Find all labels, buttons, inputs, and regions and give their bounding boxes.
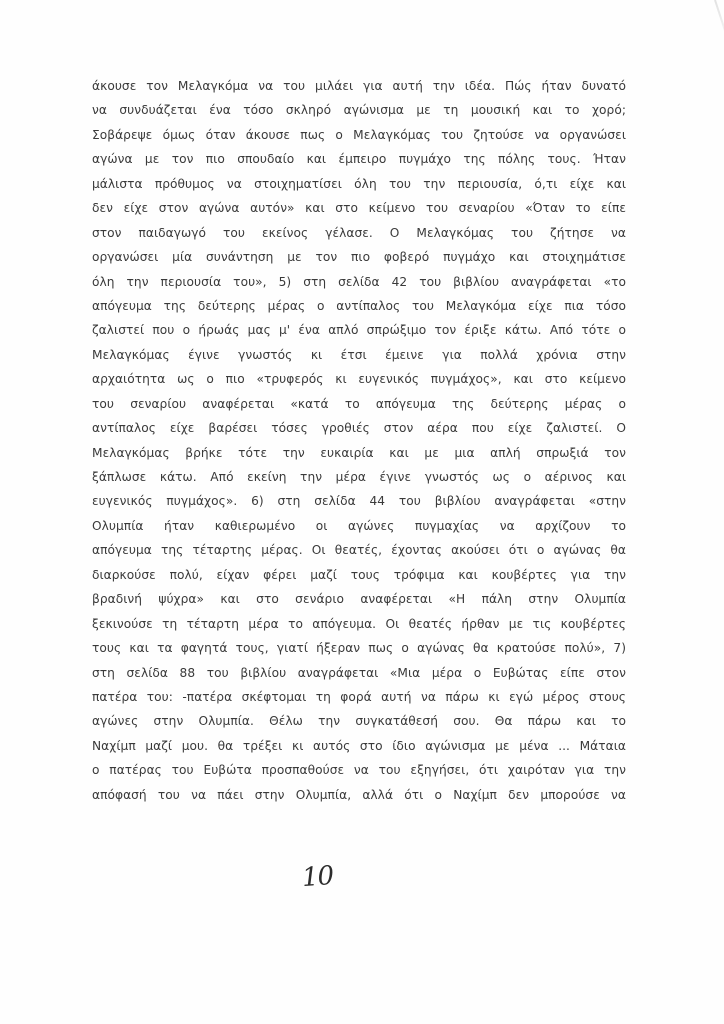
text-line: Μελαγκόμας βρήκε τότε την ευκαιρία και με μια απλή σπρωξιά τον [92, 445, 626, 460]
text-line: αρχαιότητα ως ο πιο «τρυφερός κι ευγενικός πυγμάχος», και στο κείμενο [92, 372, 626, 387]
text-line: του σεναρίου αναφέρεται «κατά το απόγευμα της δεύτερης μέρας ο [92, 396, 626, 411]
text-line: διαρκούσε πολύ, είχαν φέρει μαζί τους τρόφιμα και κουβέρτες για την [92, 567, 626, 582]
text-line: Μελαγκόμας έγινε γνωστός κι έτσι έμεινε για πολλά χρόνια στην [92, 347, 626, 362]
scan-edge-mark [714, 0, 724, 57]
handwritten-page-number: 10 [300, 860, 335, 894]
text-line: ξεκινούσε τη τέταρτη μέρα το απόγευμα. Οι θεατές ήρθαν με τις κουβέρτες [92, 616, 626, 631]
text-line: Ολυμπία ήταν καθιερωμένο οι αγώνες πυγμαχίας να αρχίζουν το [92, 518, 626, 533]
text-line: Σοβάρεψε όμως όταν άκουσε πως ο Μελαγκόμας του ζητούσε να οργανώσει [92, 127, 626, 142]
text-line: απόγευμα της δεύτερης μέρας ο αντίπαλος του Μελαγκόμα είχε πια τόσο [92, 298, 626, 313]
text-line: απόφασή του να πάει στην Ολυμπία, αλλά ότι ο Ναχίμπ δεν μπορούσε να [92, 787, 626, 802]
text-line: βραδινή ψύχρα» και στο σενάριο αναφέρεται «Η πάλη στην Ολυμπία [92, 592, 626, 607]
text-line: αντίπαλος είχε βαρέσει τόσες γροθιές στον αέρα που είχε ζαλιστεί. Ο [92, 421, 626, 436]
text-line: στον παιδαγωγό του εκείνος γέλασε. Ο Μελαγκόμας του ζήτησε να [92, 225, 626, 240]
text-line: ξάπλωσε κάτω. Από εκείνη την μέρα έγινε γνωστός ως ο αέρινος και [92, 470, 626, 484]
text-line: αγώνα με τον πιο σπουδαίο και έμπειρο πυγμάχο της πόλης τους. Ήταν [92, 152, 626, 167]
text-line: αγώνες στην Ολυμπία. Θέλω την συγκατάθεσή σου. Θα πάρω και το [92, 714, 626, 729]
text-line: άκουσε τον Μελαγκόμα να του μιλάει για αυτή την ιδέα. Πώς ήταν δυνατό [92, 79, 626, 93]
text-line: Ναχίμπ μαζί μου. θα τρέξει κι αυτός στο ίδιο αγώνισμα με μένα ... Μάταια [92, 738, 626, 753]
text-line: να συνδυάζεται ένα τόσο σκληρό αγώνισμα με τη μουσική και το χορό; [92, 103, 626, 118]
text-line: στη σελίδα 88 του βιβλίου αναγράφεται «Μια μέρα ο Ευβώτας είπε στον [92, 665, 626, 680]
text-line: οργανώσει μία συνάντηση με τον πιο φοβερό πυγμάχο και στοιχημάτισε [92, 250, 626, 265]
text-line: δεν είχε στον αγώνα αυτόν» και στο κείμενο του σεναρίου «Όταν το είπε [92, 201, 626, 216]
text-line: ζαλιστεί που ο ήρωάς μας μ' ένα απλό σπρώξιμο τον έριξε κάτω. Από τότε ο [92, 323, 626, 338]
text-line: ευγενικός πυγμάχος». 6) στη σελίδα 44 του βιβλίου αναγράφεται «στην [92, 494, 626, 509]
text-line: ο πατέρας του Ευβώτα προσπαθούσε να του εξηγήσει, ότι χαιρόταν για την [92, 763, 626, 778]
text-line: πατέρα του: -πατέρα σκέφτομαι τη φορά αυτή να πάρω κι εγώ μέρος στους [92, 689, 626, 704]
text-line: όλη την περιουσία του», 5) στη σελίδα 42 του βιβλίου αναγράφεται «το [92, 274, 626, 289]
text-line: απόγευμα της τέταρτης μέρας. Οι θεατές, έχοντας ακούσει ότι ο αγώνας θα [92, 543, 626, 558]
text-line: τους και τα φαγητά τους, γιατί ήξεραν πως ο αγώνας θα κρατούσε πολύ», 7) [92, 641, 626, 656]
text-line: μάλιστα πρόθυμος να στοιχηματίσει όλη του την περιουσία, ό,τι είχε και [92, 176, 626, 191]
body-paragraph [92, 74, 626, 807]
